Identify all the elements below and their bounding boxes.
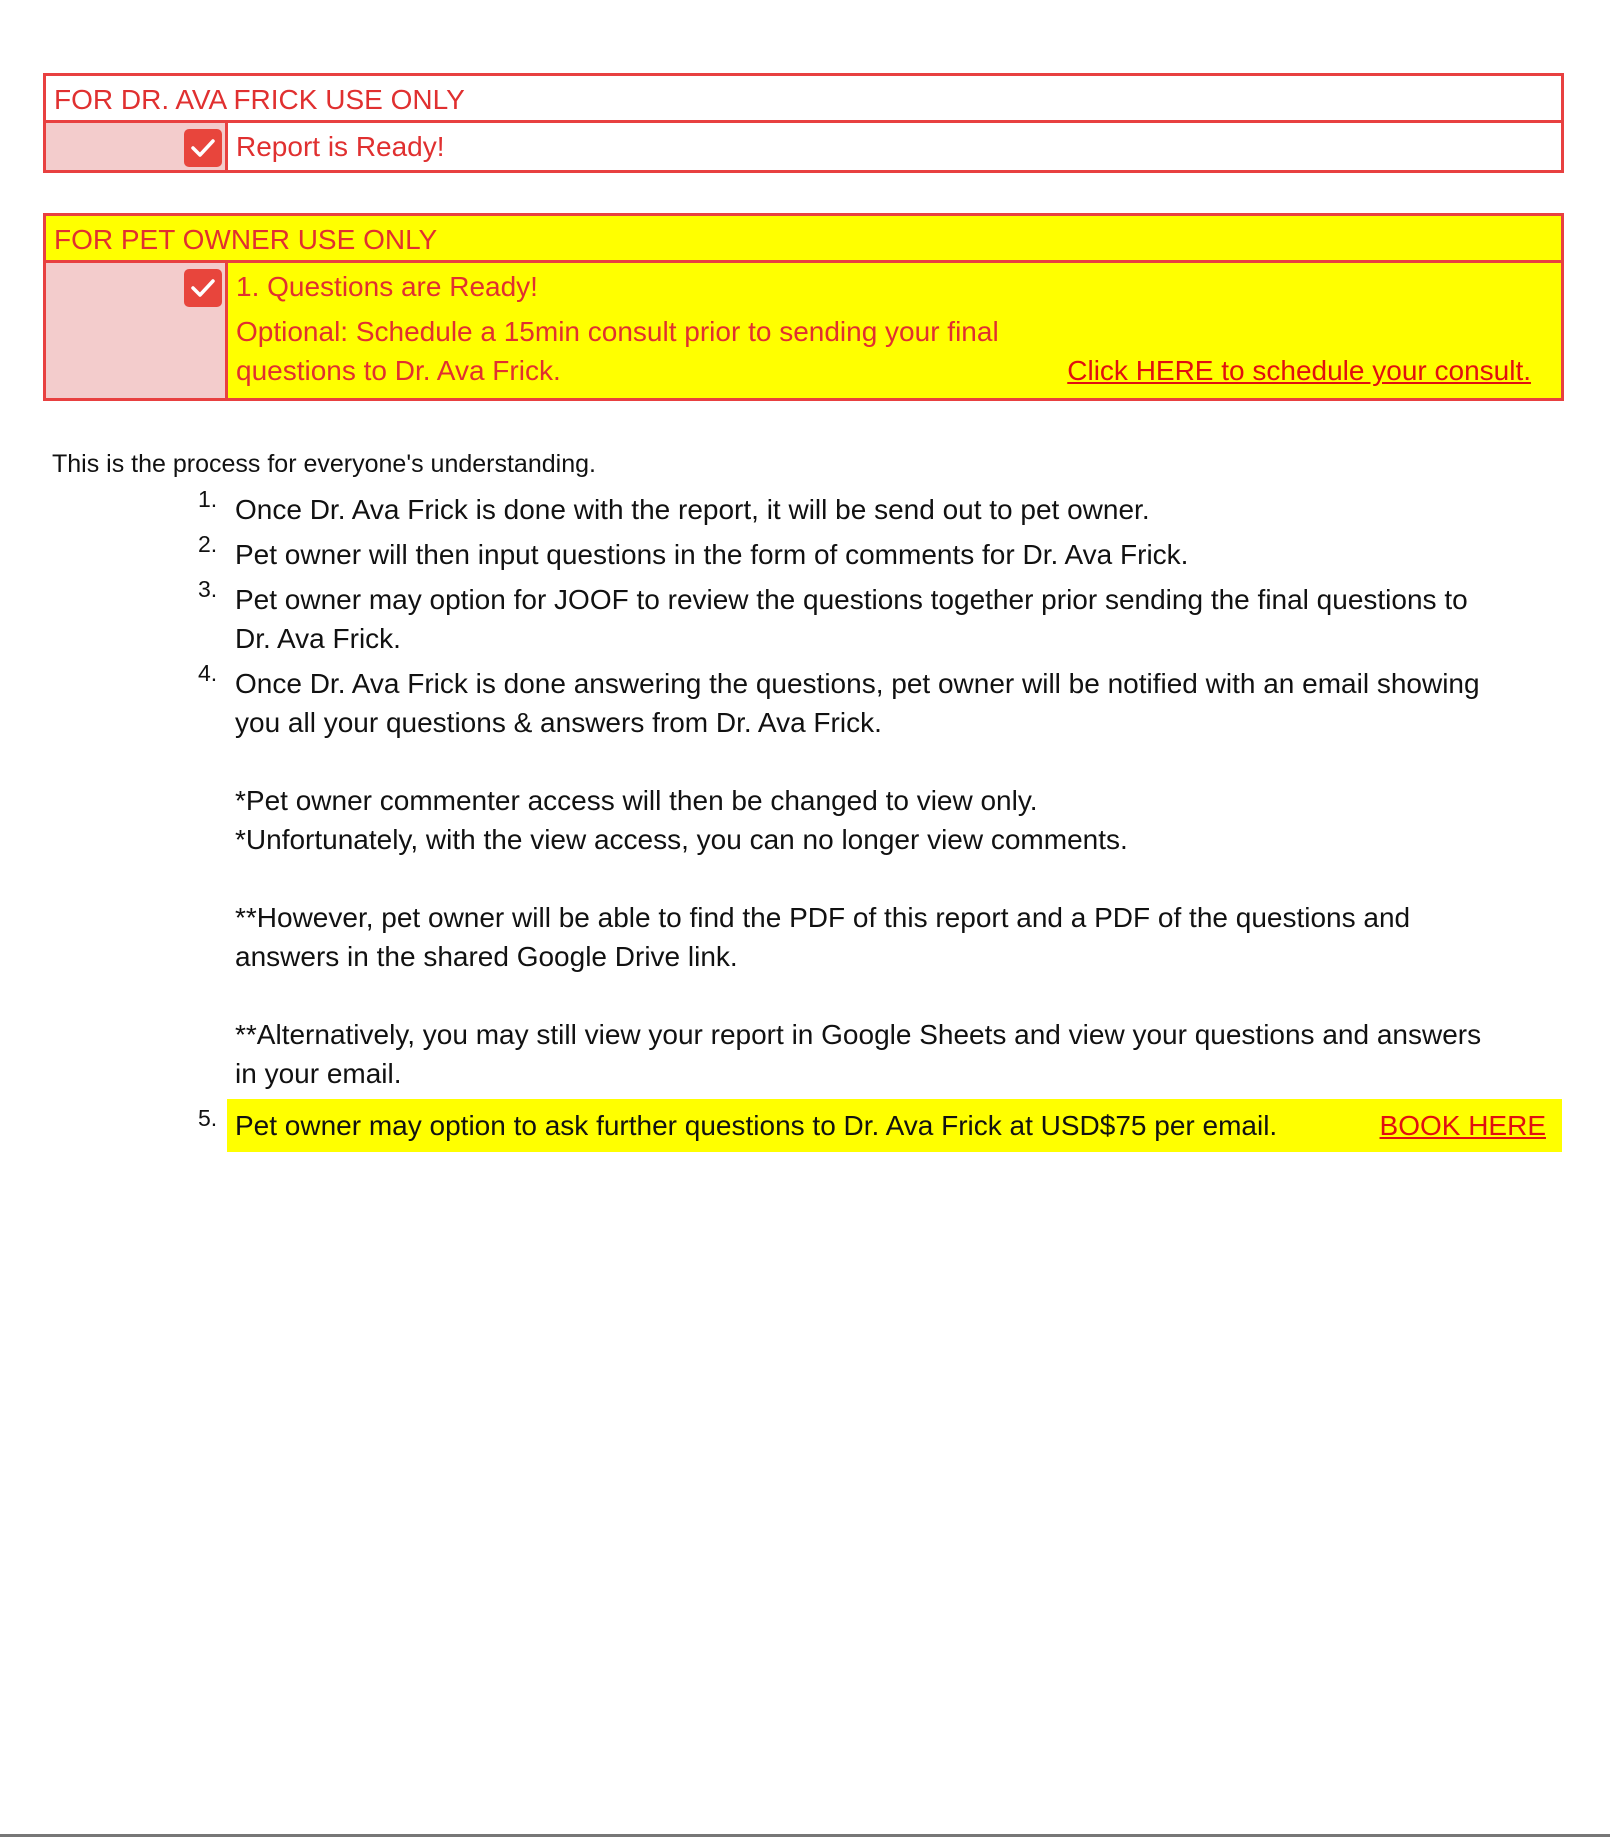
step-note: answers in the shared Google Drive link. (235, 941, 738, 972)
step-number: 5. (198, 1105, 218, 1131)
optional-consult-text: Optional: Schedule a 15min consult prior to sending your final (236, 316, 999, 347)
process-intro: This is the process for everyone's understanding. (52, 450, 596, 478)
list-item (180, 576, 1570, 658)
checkmark-icon (184, 269, 222, 307)
step-text-cont: Dr. Ava Frick. (235, 623, 401, 654)
list-item (180, 660, 1570, 1093)
step-text: Once Dr. Ava Frick is done with the report, it will be send out to pet owner. (235, 494, 1150, 525)
doctor-panel-row (46, 123, 1561, 170)
doctor-panel-header: FOR DR. AVA FRICK USE ONLY (46, 76, 1561, 123)
step-note: *Unfortunately, with the view access, you can no longer view comments. (235, 824, 1128, 855)
step-number: 2. (198, 531, 218, 557)
questions-ready-checkbox[interactable] (184, 269, 222, 307)
step-text: Pet owner will then input questions in the form of comments for Dr. Ava Frick. (235, 539, 1189, 570)
optional-consult-text-2 (236, 352, 1561, 390)
doctor-panel (43, 73, 1564, 173)
step-note: in your email. (235, 1058, 402, 1089)
report-ready-checkbox[interactable] (184, 129, 222, 167)
checkmark-icon (184, 129, 222, 167)
list-item (180, 531, 1570, 574)
step-note: *Pet owner commenter access will then be changed to view only. (235, 785, 1038, 816)
schedule-consult-link[interactable]: Click HERE to schedule your consult. (1067, 355, 1531, 386)
questions-ready-label: 1. Questions are Ready! (236, 271, 538, 302)
report-ready-label: Report is Ready! (236, 131, 445, 162)
owner-panel-content (228, 263, 1561, 390)
owner-panel-side-cell (46, 263, 228, 398)
list-item (180, 486, 1570, 529)
step-number: 4. (198, 660, 218, 686)
optional-consult-text-cont: questions to Dr. Ava Frick. (236, 355, 561, 386)
owner-panel-header: FOR PET OWNER USE ONLY (46, 216, 1561, 263)
process-steps-list (180, 486, 1570, 1152)
step-5-highlight (227, 1099, 1562, 1152)
step-text-cont: you all your questions & answers from Dr. Ava Frick. (235, 707, 882, 738)
owner-panel-row (46, 263, 1561, 398)
step-text: Pet owner may option for JOOF to review the questions together prior sending the final questions to (235, 584, 1468, 615)
step-number: 1. (198, 486, 218, 512)
book-here-link[interactable]: BOOK HERE (1379, 1110, 1546, 1141)
step-number: 3. (198, 576, 218, 602)
doctor-panel-side-cell (46, 123, 228, 170)
step-text: Pet owner may option to ask further questions to Dr. Ava Frick at USD$75 per email. (235, 1110, 1278, 1141)
step-note: **Alternatively, you may still view your report in Google Sheets and view your questions and answers (235, 1019, 1482, 1050)
step-text: Once Dr. Ava Frick is done answering the questions, pet owner will be notified with an email showing (235, 668, 1480, 699)
step-note: **However, pet owner will be able to find the PDF of this report and a PDF of the questions and (235, 902, 1411, 933)
list-item (180, 1099, 1570, 1152)
owner-panel (43, 213, 1564, 401)
